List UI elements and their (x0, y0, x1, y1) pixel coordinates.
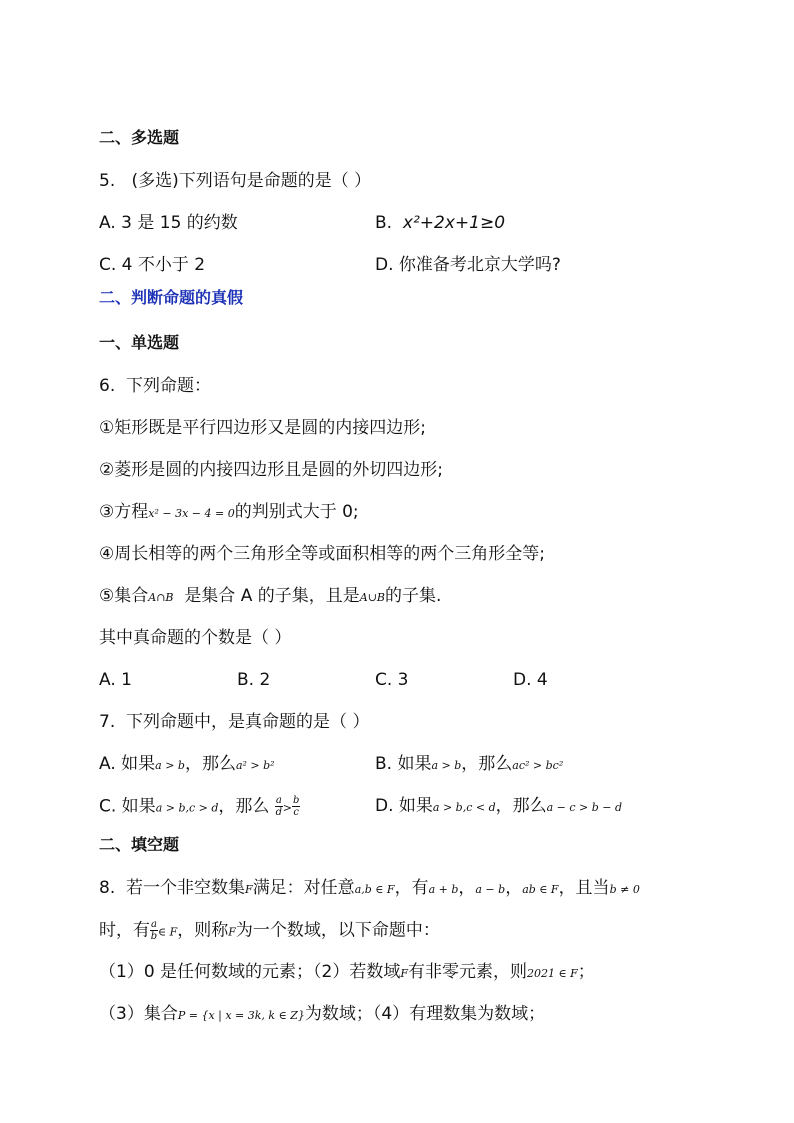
statement-5: ⑤集合A∩B 是集合 A 的子集，且是A∪B的子集. (99, 586, 442, 606)
question-8-line-2: 时，有 $\frac{a}{b}$ ∈ F，则称F为一个数域，以下命题中： (99, 919, 440, 942)
statement-4: ④周长相等的两个三角形全等或面积相等的两个三角形全等; (99, 544, 545, 564)
section-heading-judge-truth: 二、判断命题的真假 (99, 288, 244, 307)
option-a: A. 1 (99, 670, 132, 690)
option-b: B. 2 (237, 670, 271, 690)
option-c: C. 如果a > b,c > d，那么 $\frac{a}{d}$ > $\frac{b}{c}$ (99, 795, 300, 818)
statement-3: ③方程x² − 3x − 4 = 0的判别式大于 0; (99, 502, 359, 522)
question-6-ask: 其中真命题的个数是（ ） (99, 628, 292, 648)
statement-2: ②菱形是圆的内接四边形且是圆的外切四边形; (99, 460, 443, 480)
section-heading-multiple-choice: 二、多选题 (99, 128, 180, 147)
equation: x² − 3x − 4 = 0 (148, 507, 235, 520)
question-text: 下列命题： (126, 376, 212, 396)
set-union: A∪B (359, 591, 385, 604)
question-8-line-1: 8. 若一个非空数集F满足：对任意a,b ∈ F，有a + b，a − b，ab ∈ F，且当b ≠ 0 (99, 878, 640, 898)
set-intersection: A∩B (148, 591, 174, 604)
fraction: $\frac{a}{b}$ (150, 919, 158, 942)
section-heading-fill-blank: 二、填空题 (99, 835, 180, 854)
question-8-line-3: （1）0 是任何数域的元素；（2）若数域F有非零元素，则2021 ∈ F； (99, 962, 595, 982)
question-8-line-4: （3）集合P = {x | x = 3k, k ∈ Z}为数域；（4）有理数集为数域； (99, 1004, 546, 1024)
option-c: C. 4 不小于 2 (99, 255, 206, 275)
option-c: C. 3 (375, 670, 409, 690)
question-6 (99, 375, 211, 397)
question-number: 6. (99, 376, 116, 396)
question-number: 8. (99, 878, 116, 898)
question-text: (多选)下列语句是命题的是（ ） (131, 171, 372, 191)
question-5 (99, 170, 371, 192)
option-b: B. 如果a > b，那么ac² > bc² (375, 754, 564, 774)
question-number: 7. (99, 712, 116, 732)
question-text: 下列命题中，是真命题的是（ ） (126, 712, 370, 732)
option-d: D. 4 (513, 670, 548, 690)
fraction: $\frac{b}{c}$ (293, 795, 300, 818)
question-7 (99, 711, 369, 733)
option-d: D. 如果a > b,c < d，那么a − c > b − d (375, 796, 623, 816)
option-a: A. 3 是 15 的约数 (99, 213, 238, 233)
option-a: A. 如果a > b，那么a² > b² (99, 754, 275, 774)
fraction: $\frac{a}{d}$ (275, 795, 282, 818)
question-number: 5. (99, 171, 116, 191)
section-heading-single-choice: 一、单选题 (99, 333, 180, 352)
math-expression: x²+2x+1≥0 (402, 213, 506, 233)
statement-1: ①矩形既是平行四边形又是圆的内接四边形; (99, 418, 426, 438)
option-b: B. x²+2x+1≥0 (375, 213, 506, 233)
option-d: D. 你准备考北京大学吗? (375, 255, 561, 275)
set-p: P = {x | x = 3k, k ∈ Z} (177, 1009, 305, 1022)
